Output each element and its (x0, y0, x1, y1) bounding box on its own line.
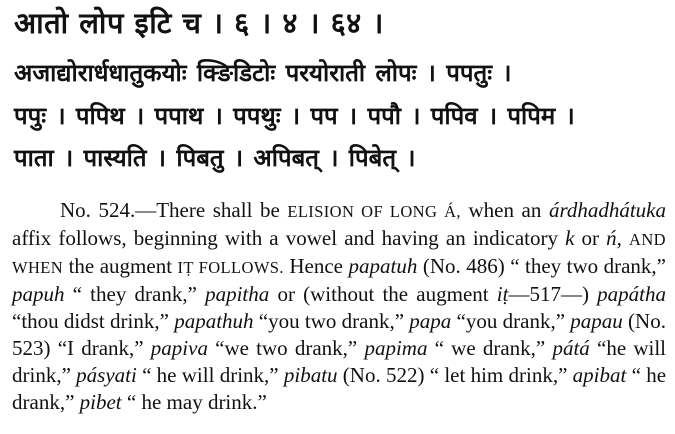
sanskrit-term: pásyati (76, 363, 137, 387)
sanskrit-term: papa (409, 309, 452, 333)
sanskrit-term: pibet (79, 390, 122, 414)
sanskrit-term: pátá (552, 336, 590, 360)
sanskrit-term: papima (364, 336, 428, 360)
sutra-gloss-line-2: पपुः । पपिथ । पपाथ । पपथुः । पप । पपौ । पपिव । पपिम । (14, 102, 575, 130)
sanskrit-term: apibat (572, 363, 627, 387)
sutra-gloss-line-1: अजाद्योरार्धधातुकयोः क्ङिडिटोः परयोराती लोपः । पपतुः । (14, 59, 512, 87)
commentary-paragraph: No. 524.—There shall be ELISION OF LONG Á, when an árdhadhátuka affix follows, beginning with a vowel and having an indicatory k or ń, AND WHEN the augment IṬ FOLLOWS. Hence papatuh (No. 486) “ they two drank,” papuh “ they drank,” papitha or (without the augment iṭ—517—) papátha “thou didst drink,” papathuh “you two drank,” papa “you drank,” papau (No. 523) “I drank,” papiva “we two drank,” papima “ we drank,” pátá “he will drink,” pásyati “ he will drink,” pibatu (No. 522) “ let him drink,” apibat “ he drank,” pibet “ he may drink.” (12, 198, 667, 414)
rule-emphasis: ELISION OF LONG Á, (287, 202, 461, 221)
sanskrit-term: papiva (150, 336, 208, 360)
rule-emphasis: AND WHEN (12, 230, 666, 277)
sanskrit-term: papatuh (348, 254, 418, 278)
sanskrit-term: papau (570, 309, 623, 333)
sanskrit-term: pibatu (283, 363, 338, 387)
sanskrit-term: ń, (606, 226, 622, 250)
rule-emphasis: IṬ FOLLOWS. (177, 258, 284, 277)
sutra-heading: आतो लोप इटि च । ६ । ४ । ६४ । (14, 6, 384, 40)
sanskrit-term: papathuh (174, 309, 254, 333)
sutra-gloss-line-3: पाता । पास्यति । पिबतु । अपिबत् । पिबेत् । (14, 144, 416, 172)
sanskrit-term: papátha (597, 282, 666, 306)
sanskrit-term: papitha (205, 282, 270, 306)
sanskrit-term: árdhadhátuka (548, 198, 666, 222)
rule-number: No. 524. (60, 198, 136, 222)
sanskrit-term: k (565, 226, 575, 250)
sanskrit-term: iṭ (496, 282, 509, 306)
sanskrit-term: papuh (12, 282, 65, 306)
